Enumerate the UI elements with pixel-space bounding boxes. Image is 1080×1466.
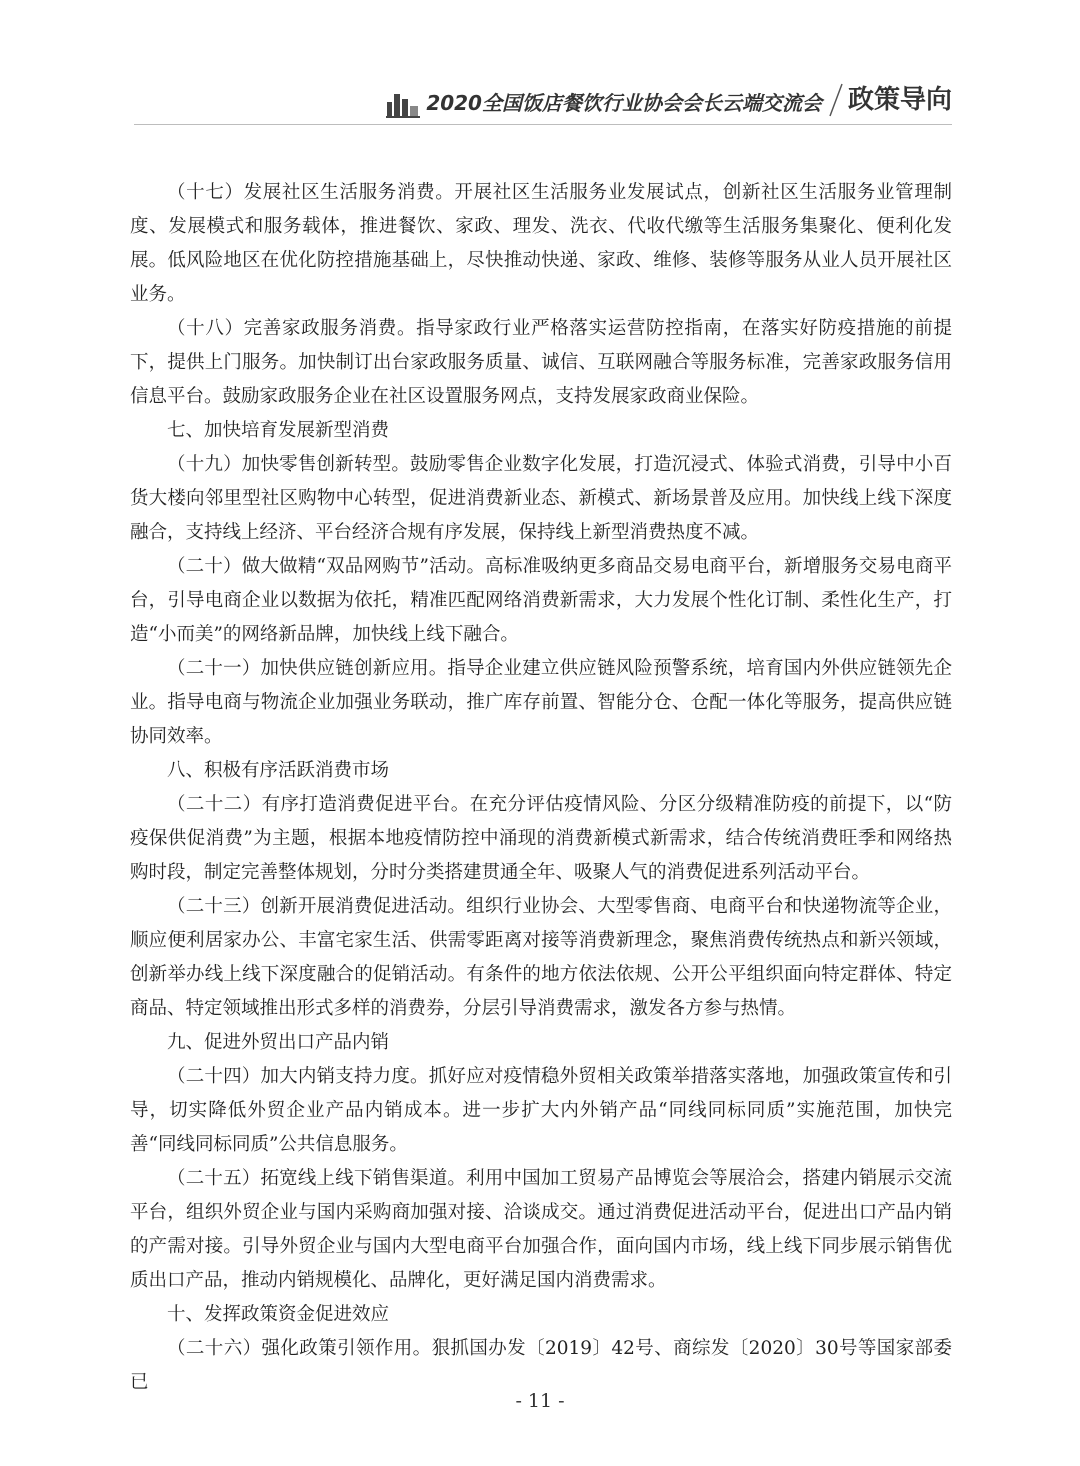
- paragraph: （二十四）加大内销支持力度。抓好应对疫情稳外贸相关政策举措落实落地，加强政策宣传和引导，切实降低外贸企业产品内销成本。进一步扩大内外销产品“同线同标同质”实施范围，加快完善“同线同标同质”公共信息服务。: [130, 1066, 952, 1155]
- page-number: - 11 -: [515, 1390, 565, 1412]
- section-heading: 八、积极有序活跃消费市场: [167, 760, 390, 781]
- header-rule: [134, 124, 952, 125]
- building-logo-icon: [386, 90, 420, 118]
- paragraph: （二十三）创新开展消费促进活动。组织行业协会、大型零售商、电商平台和快递物流等企业，顺应便利居家办公、丰富宅家生活、供需零距离对接等消费新理念，聚焦消费传统热点和新兴领域，创新举办线上线下深度融合的促销活动。有条件的地方依法依规、公开公平组织面向特定群体、特定商品、特定领域推出形式多样的消费券，分层引导消费需求，激发各方参与热情。: [130, 896, 952, 1019]
- paragraph: （二十二）有序打造消费促进平台。在充分评估疫情风险、分区分级精准防疫的前提下，以“防疫保供促消费”为主题，根据本地疫情防控中涌现的消费新模式新需求，结合传统消费旺季和网络热购时段，制定完善整体规划，分时分类搭建贯通全年、吸聚人气的消费促进系列活动平台。: [130, 794, 952, 883]
- section-heading: 七、加快培育发展新型消费: [167, 420, 390, 441]
- event-title: 2020全国饭店餐饮行业协会会长云端交流会: [426, 91, 822, 115]
- paragraph: （十七）发展社区生活服务消费。开展社区生活服务业发展试点，创新社区生活服务业管理制度、发展模式和服务载体，推进餐饮、家政、理发、洗衣、代收代缴等生活服务集聚化、便利化发展。低风险地区在优化防控措施基础上，尽快推动快递、家政、维修、装修等服务从业人员开展社区业务。: [130, 182, 952, 305]
- header-divider: [826, 82, 844, 118]
- section-heading: 九、促进外贸出口产品内销: [167, 1032, 390, 1053]
- paragraph: （二十六）强化政策引领作用。狠抓国办发〔2019〕42号、商综发〔2020〕30号等国家部委已: [130, 1338, 952, 1393]
- section-heading: 十、发挥政策资金促进效应: [167, 1304, 390, 1325]
- paragraph: （二十五）拓宽线上线下销售渠道。利用中国加工贸易产品博览会等展洽会，搭建内销展示交流平台，组织外贸企业与国内采购商加强对接、洽谈成交。通过消费促进活动平台，促进出口产品内销的产需对接。引导外贸企业与国内大型电商平台加强合作，面向国内市场，线上线下同步展示销售优质出口产品，推动内销规模化、品牌化，更好满足国内消费需求。: [130, 1168, 952, 1291]
- paragraph: （二十一）加快供应链创新应用。指导企业建立供应链风险预警系统，培育国内外供应链领先企业。指导电商与物流企业加强业务联动，推广库存前置、智能分仓、仓配一体化等服务，提高供应链协同效率。: [130, 658, 952, 747]
- paragraph: （十九）加快零售创新转型。鼓励零售企业数字化发展，打造沉浸式、体验式消费，引导中小百货大楼向邻里型社区购物中心转型，促进消费新业态、新模式、新场景普及应用。加快线上线下深度融合，支持线上经济、平台经济合规有序发展，保持线上新型消费热度不减。: [130, 454, 952, 543]
- section-title: 政策导向: [847, 85, 952, 115]
- page-header: [386, 82, 952, 118]
- paragraph: （十八）完善家政服务消费。指导家政行业严格落实运营防控指南，在落实好防疫措施的前提下，提供上门服务。加快制订出台家政服务质量、诚信、互联网融合等服务标准，完善家政服务信用信息平台。鼓励家政服务企业在社区设置服务网点，支持发展家政商业保险。: [130, 318, 952, 407]
- paragraph: （二十）做大做精“双品网购节”活动。高标准吸纳更多商品交易电商平台，新增服务交易电商平台，引导电商企业以数据为依托，精准匹配网络消费新需求，大力发展个性化订制、柔性化生产，打造“小而美”的网络新品牌，加快线上线下融合。: [130, 556, 952, 645]
- document-body: [130, 176, 952, 1400]
